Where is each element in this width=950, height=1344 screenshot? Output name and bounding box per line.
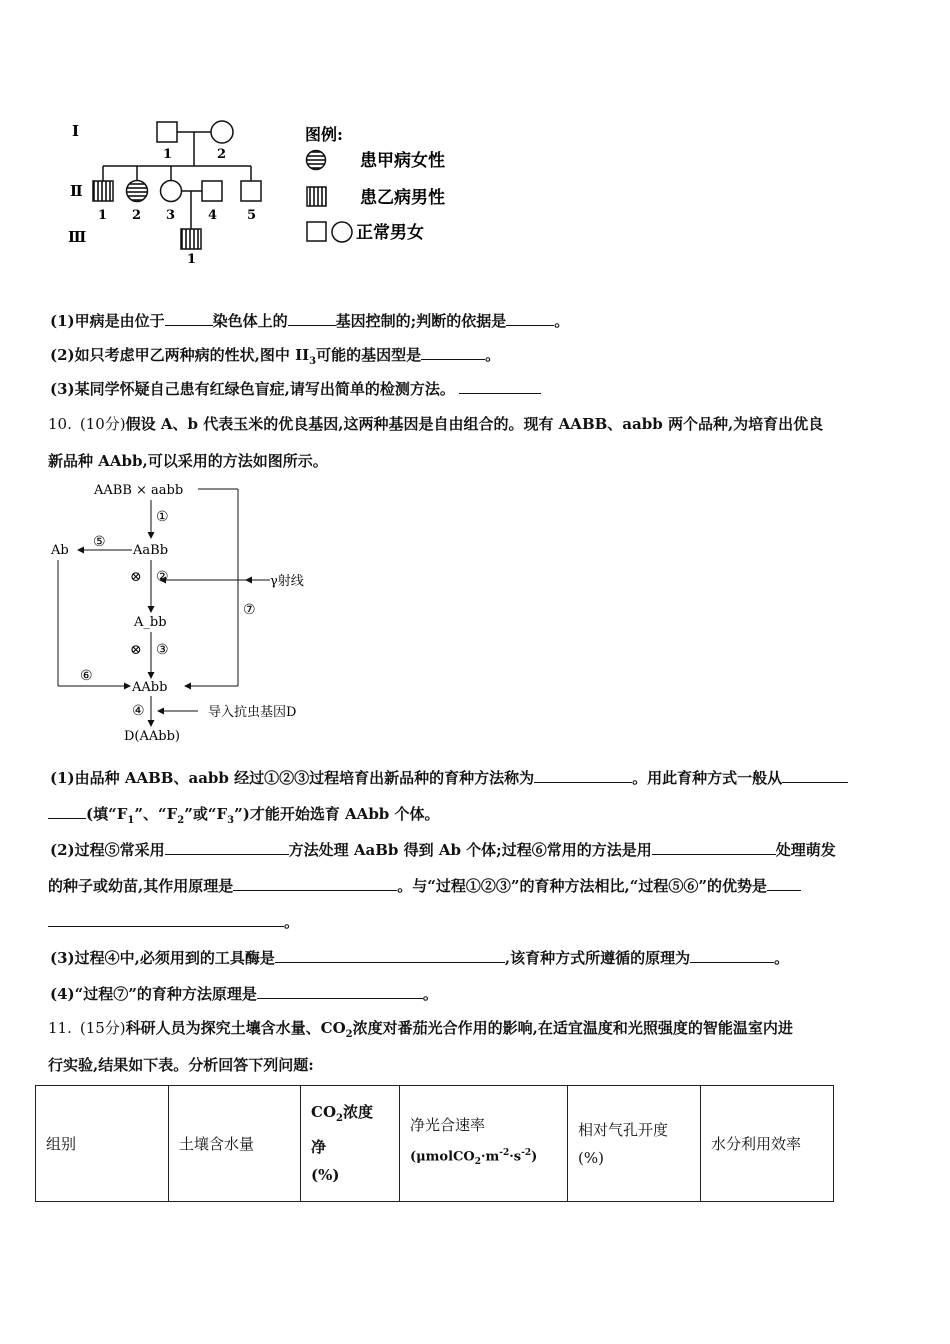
pedigree-I2-female [211, 121, 233, 143]
legend-label: 正常男女 [356, 223, 424, 243]
pedigree-II2-female-affected-a [127, 181, 148, 202]
pedigree-num: 1 [187, 252, 197, 267]
q9-part1: (1)甲病是由位于 染色体上的 基因控制的;判断的依据是 。 [50, 312, 570, 330]
q11-stem-line1: 11. (15分)科研人员为探究土壤含水量、$CO_2$浓度对番茄光合作用的影响,在适宜温度和光照强度的智能温室内进 [48, 1019, 793, 1040]
answer-blank[interactable] [782, 768, 848, 783]
table-header-cell: 相对气孔开度 (%) [568, 1086, 701, 1202]
table-header-cell: 土壤含水量 [169, 1086, 301, 1202]
gen-label-3: Ⅲ [68, 228, 87, 246]
question-number: 10. [48, 415, 72, 433]
pedigree-num: 1 [98, 208, 108, 223]
legend-normal-male-icon [307, 222, 326, 241]
table-header-cell: 水分利用效率 [701, 1086, 834, 1202]
pedigree-num: 2 [217, 147, 227, 162]
q10-part3: (3)过程④中,必须用到的工具酶是 ,该育种方式所遵循的原理为 。 [50, 949, 790, 967]
answer-blank[interactable] [767, 876, 801, 891]
answer-blank[interactable] [652, 840, 776, 855]
score-label: (10分) [79, 415, 126, 433]
pedigree-num: 2 [132, 208, 142, 223]
answer-blank[interactable] [48, 804, 86, 819]
q11-stem-line2: 行实验,结果如下表。分析回答下列问题: [48, 1056, 314, 1074]
table-header-cell: $CO_2$浓度 净 (%) [301, 1086, 400, 1202]
step-2-label: ② [156, 569, 169, 585]
legend-title: 图例: [305, 125, 343, 144]
q10-part4: (4)“过程⑦”的育种方法原理是 。 [50, 985, 438, 1003]
answer-blank[interactable] [534, 768, 632, 783]
step-4-label: ④ [132, 703, 145, 719]
answer-blank[interactable] [257, 984, 423, 999]
answer-blank[interactable] [233, 876, 397, 891]
q10-stem-line2: 新品种 AAbb,可以采用的方法如图所示。 [48, 452, 328, 470]
answer-blank[interactable] [288, 311, 336, 326]
pedigree-num: 3 [166, 208, 176, 223]
breeding-diagram [48, 478, 338, 748]
pedigree-num: 1 [163, 147, 173, 162]
results-table [35, 1085, 834, 1202]
gamma-ray-label: γ射线 [270, 574, 304, 589]
step-6-label: ⑥ [80, 668, 93, 684]
question-number: 11. [48, 1019, 72, 1037]
score-label: (15分) [79, 1019, 126, 1037]
legend-label: 患乙病男性 [360, 188, 445, 208]
q9-part2: (2)如只考虑甲乙两种病的性状,图中 $II_3$可能的基因型是 。 [50, 346, 501, 367]
gen-label-2: Ⅱ [70, 182, 83, 200]
answer-blank[interactable] [421, 345, 485, 360]
answer-blank[interactable] [165, 311, 213, 326]
answer-blank[interactable] [690, 948, 774, 963]
answer-blank[interactable] [165, 840, 289, 855]
pedigree-I1-male [157, 122, 177, 142]
self-cross-symbol: ⊗ [130, 569, 142, 585]
q10-part2-line1: (2)过程⑤常采用 方法处理 AaBb 得到 Ab 个体;过程⑥常用的方法是用 处理萌发 [50, 841, 836, 859]
pedigree-num: 4 [208, 208, 218, 223]
pedigree-figure [60, 110, 480, 270]
cross-label: AABB × aabb [94, 483, 184, 498]
pedigree-II1-male-affected-b [93, 181, 113, 201]
step-7-label: ⑦ [243, 602, 256, 618]
q10-stem-line1: 10. (10分)假设 A、b 代表玉米的优良基因,这两种基因是自由组合的。现有 AABB、aabb 两个品种,为培育出优良 [48, 415, 824, 433]
genotype-AAbb: AAbb [132, 680, 168, 695]
q10-part1-line2: (填“$F_1$”、“$F_2$”或“$F_3$”)才能开始选育 AAbb 个体。 [48, 804, 440, 831]
gen-label-1: Ⅰ [72, 122, 80, 140]
legend-affected-b-icon [307, 187, 326, 206]
pedigree-II3-female [161, 181, 182, 202]
legend-normal-female-icon [332, 222, 352, 242]
table-header-cell: 组别 [36, 1086, 169, 1202]
legend-affected-a-icon [307, 151, 326, 170]
table-header-cell: 净光合速率 $(\mu molCO_2\cdot m^{-2}\cdot s^{-2})$ [400, 1086, 568, 1202]
answer-blank[interactable] [275, 948, 505, 963]
step-5-label: ⑤ [93, 534, 106, 550]
q9-part3: (3)某同学怀疑自己患有红绿色盲症,请写出简单的检测方法。 [50, 379, 541, 399]
genotype-D-AAbb: D(AAbb) [124, 729, 180, 744]
pedigree-III1-male-affected-b [181, 229, 201, 249]
step-1-label: ① [156, 509, 169, 525]
q10-part2-line3: 。 [48, 912, 299, 932]
genotype-AaBb: AaBb [133, 543, 169, 558]
pedigree-II5-male [241, 181, 261, 201]
genotype-A_bb: A_bb [134, 615, 167, 630]
q10-part1-line1: (1)由品种 AABB、aabb 经过①②③过程培育出新品种的育种方法称为 。用此育种方式一般从 [50, 768, 848, 788]
answer-blank[interactable] [506, 311, 554, 326]
step-3-label: ③ [156, 642, 169, 658]
answer-blank[interactable] [459, 379, 541, 394]
genotype-Ab: Ab [51, 543, 69, 558]
pedigree-II4-male [202, 181, 222, 201]
table-header-row [36, 1086, 834, 1202]
legend-label: 患甲病女性 [360, 151, 445, 171]
gene-import-label: 导入抗虫基因D [208, 705, 297, 720]
self-cross-symbol: ⊗ [130, 642, 142, 658]
answer-blank[interactable] [48, 912, 284, 927]
pedigree-num: 5 [247, 208, 257, 223]
q10-part2-line2: 的种子或幼苗,其作用原理是 。与“过程①②③”的育种方法相比,“过程⑤⑥”的优势是 [48, 876, 801, 896]
